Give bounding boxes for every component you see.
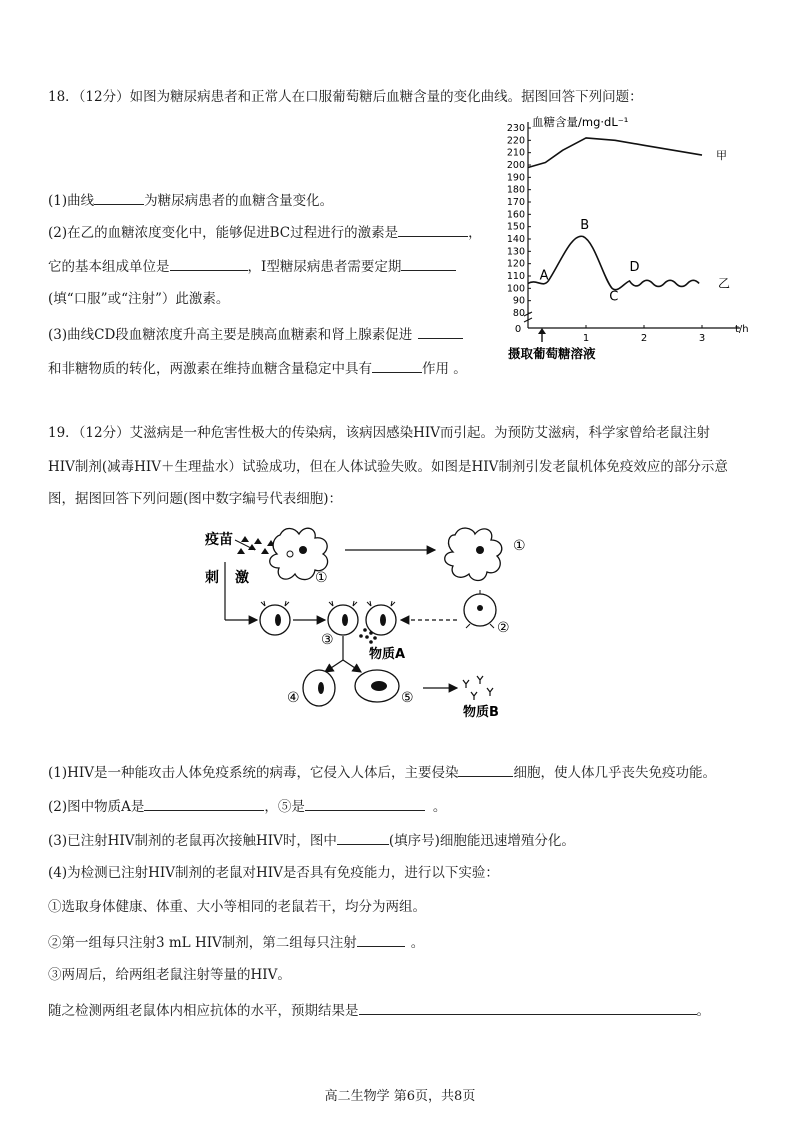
point-label-c: C <box>609 289 619 305</box>
series-jia-label: 甲 <box>716 149 727 163</box>
antibody-particles <box>463 676 493 700</box>
label-1b: ① <box>513 538 526 554</box>
q19-step2 <box>48 932 424 952</box>
q19-step1: ①选取身体健康、体重、大小等相同的老鼠若干，均分为两组。 <box>48 899 426 915</box>
immune-response-diagram <box>195 520 565 725</box>
y-tick-label: 180 <box>506 184 525 196</box>
q19-header-3: 图，据图回答下列问题(图中数字编号代表细胞)： <box>48 491 343 507</box>
y-tick-label: 170 <box>506 197 525 208</box>
q18-item2-text-c: 它的基本组成单位是 <box>48 259 170 275</box>
point-label-d: D <box>629 260 640 276</box>
answer-blank[interactable] <box>401 256 456 271</box>
series-yi-line <box>528 236 699 289</box>
q19-item1-text-a: (1)HIV是一种能攻击人体免疫系统的病毒，它侵入人体后，主要侵染 <box>48 765 459 781</box>
q18-item1-text-b: 为糖尿病患者的血糖含量变化。 <box>144 193 334 209</box>
y-tick-label: 220 <box>506 135 525 147</box>
y-tick-label: 190 <box>506 172 525 184</box>
q18-item3-cont <box>48 358 467 378</box>
x-axis-label: t/h <box>735 324 749 335</box>
q18-item2-cont <box>48 256 456 276</box>
q19-item2-text-b: ，⑤是 <box>264 799 305 815</box>
stimulate-label-1: 刺 <box>205 570 219 586</box>
q19-header-1: 19．（12分）艾滋病是一种危害性极大的传染病，该病因感染HIV而引起。为预防艾滋病，科学家曾给老鼠注射 <box>48 425 710 441</box>
q18-item3-text-c: 作用 。 <box>422 361 467 377</box>
y-tick-label: 80 <box>512 308 525 319</box>
x-tick-label: 0 <box>514 324 522 335</box>
q19-item2 <box>48 796 446 816</box>
blood-glucose-chart <box>490 108 765 368</box>
y-tick-label: 90 <box>512 295 525 307</box>
label-4: ④ <box>287 690 300 706</box>
y-tick-label: 160 <box>506 209 525 221</box>
substance-a-label: 物质A <box>369 647 406 662</box>
q18-item2 <box>48 222 482 242</box>
q18-item1-text-a: (1)曲线 <box>48 193 95 209</box>
label-2: ② <box>497 620 510 636</box>
answer-blank[interactable] <box>359 1000 697 1015</box>
x-tick-label: 1 <box>582 333 590 344</box>
q18-item1 <box>48 190 333 210</box>
antigen-particles <box>237 536 275 554</box>
answer-blank[interactable] <box>372 358 422 373</box>
answer-blank[interactable] <box>458 762 513 777</box>
label-1: ① <box>315 570 328 586</box>
answer-blank[interactable] <box>170 256 248 271</box>
answer-blank[interactable] <box>357 932 405 947</box>
y-tick-label: 110 <box>506 271 525 282</box>
q19-item3-text-b: (填序号)细胞能迅速增殖分化。 <box>388 833 575 849</box>
y-tick-label: 100 <box>506 283 525 295</box>
y-tick-label: 210 <box>506 147 525 159</box>
q18-item2-text-a: (2)在乙的血糖浓度变化中，能够促进BC过程进行的激素是 <box>48 225 399 241</box>
q19-step2-text-a: ②第一组每只注射3 mL HIV制剂，第二组每只注射 <box>48 935 357 951</box>
q19-item1 <box>48 762 716 782</box>
q19-header-2: HIV制剂(减毒HIV＋生理盐水）试验成功，但在人体试验失败。如图是HIV制剂引发老鼠机体免疫效应的部分示意 <box>48 459 728 475</box>
y-axis-label: 血糖含量/mg·dL⁻¹ <box>532 115 629 129</box>
series-yi-label: 乙 <box>718 276 731 291</box>
q19-item3-text-a: (3)已注射HIV制剂的老鼠再次接触HIV时，图中 <box>48 833 337 849</box>
y-tick-label: 230 <box>506 123 525 134</box>
q19-result <box>48 1000 710 1020</box>
q18-item3-text-b: 和非糖物质的转化，两激素在维持血糖含量稳定中具有 <box>48 361 372 377</box>
q18-item2-end: (填“口服”或“注射”）此激素。 <box>48 291 230 307</box>
substance-b-label: 物质B <box>463 705 499 720</box>
answer-blank[interactable] <box>94 190 144 205</box>
stimulate-label-2: 激 <box>235 570 249 586</box>
series-jia-line <box>528 138 702 168</box>
q19-step3: ③两周后，给两组老鼠注射等量的HIV。 <box>48 967 291 983</box>
page-footer: 高二生物学 第6页，共8页 <box>324 1089 476 1104</box>
q18-item3-text-a: (3)曲线CD段血糖浓度升高主要是胰高血糖素和肾上腺素促进 <box>48 327 413 343</box>
q19-step2-text-b: 。 <box>410 935 425 951</box>
answer-blank[interactable] <box>144 796 264 811</box>
point-label-a: A <box>539 268 549 284</box>
q19-item4: (4)为检测已注射HIV制剂的老鼠对HIV是否具有免疫能力，进行以下实验： <box>48 865 499 881</box>
q18-item2-text-d: ，Ⅰ型糖尿病患者需要定期 <box>247 259 402 275</box>
y-tick-label: 150 <box>506 221 525 233</box>
q19-item2-text-a: (2)图中物质A是 <box>48 799 145 815</box>
q19-item2-text-c: 。 <box>432 799 447 815</box>
q18-item2-text-b: ， <box>468 225 482 241</box>
intake-arrowhead <box>538 328 546 334</box>
y-tick-label: 130 <box>506 246 525 258</box>
label-3: ③ <box>321 632 334 648</box>
q18-item3 <box>48 324 463 344</box>
x-tick-label: 3 <box>698 333 706 344</box>
q19-item3 <box>48 830 575 850</box>
q19-item1-text-b: 细胞，使人体几乎丧失免疫功能。 <box>513 765 716 781</box>
answer-blank[interactable] <box>398 222 468 237</box>
nucleus <box>299 546 307 554</box>
answer-blank[interactable] <box>305 796 425 811</box>
antigen-presenting-cell-processed <box>445 528 502 580</box>
y-tick-label: 120 <box>506 258 525 270</box>
q18-header: 18．（12分）如图为糖尿病患者和正常人在口服葡萄糖后血糖含量的变化曲线。据图回答下列问题： <box>48 89 643 105</box>
q19-result-text-b: 。 <box>696 1003 710 1019</box>
vaccine-label: 疫苗 <box>205 532 233 548</box>
q19-result-text-a: 随之检测两组老鼠体内相应抗体的水平，预期结果是 <box>48 1003 359 1019</box>
answer-blank[interactable] <box>337 830 389 845</box>
answer-blank[interactable] <box>418 324 463 339</box>
x-tick-label: 2 <box>640 333 648 344</box>
label-5: ⑤ <box>401 690 414 706</box>
point-label-b: B <box>580 218 590 234</box>
y-tick-label: 140 <box>506 234 525 245</box>
intake-label: 摄取葡萄糖溶液 <box>508 346 596 361</box>
y-tick-label: 200 <box>506 160 525 171</box>
